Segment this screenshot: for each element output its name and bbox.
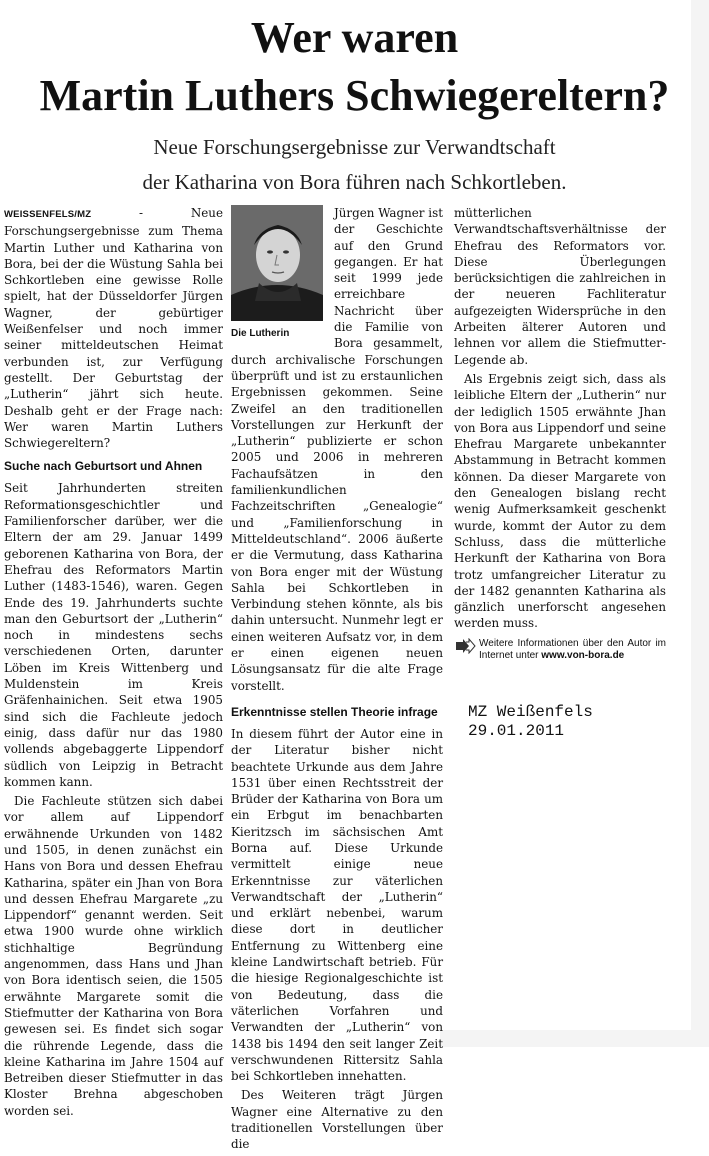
body-paragraph: Des Weiteren trägt Jürgen Wagner eine Alternative zu den traditionellen Vorstellungen über die [231, 1088, 443, 1152]
info-text: Weitere Informationen über den Autor im Internet unter [479, 637, 666, 662]
body-paragraph: Die Fachleute stützen sich dabei vor allem auf Lippendorf erwähnende Urkunden von 1482 und 1505, in denen zunächst ein Hans von Bora und dessen Ehefrau Katharina, später ein Jhan von Bora und dessen Ehefrau Margarete „zu Lippendorf“ genannt werden. Seit etwa 1900 wurde ohne wirklich stichhaltige Begründung angenommen, dass Hans und Jhan von Bora identisch seien, die 1505 erwähnte Margarete somit die Stiefmutter der Katharina von Bora gewesen sei. Es findet sich sogar die rührende Legende, dass die kleine Katharina im Jahre 1504 auf Betreiben dieser Stiefmutter in das Kloster Brehna abgeschoben worden sei. [4, 794, 223, 1118]
portrait-illustration [231, 205, 323, 321]
scan-bottom-shade [440, 1030, 709, 1047]
photo-caption: Die Lutherin [231, 328, 290, 339]
photo-figure [231, 205, 326, 342]
article-column-2 [231, 205, 443, 1156]
body-paragraph: Als Ergebnis zeigt sich, dass als leibliche Eltern der „Lutherin“ nur der lediglich 1505 erwähnte Jhan von Bora aus Lippendorf und seine Ehefrau Margarete unbekannter Abstammung in Betracht kommen können. Da dieser Margarete von den Genealogen bislang recht wenig Aufmerksamkeit geschenkt wurde, kommt der Autor zu dem Schluss, dass die mütterliche Herkunft der Katharina von Bora trotz umfangreicher Literatur zu der 1482 genannten Katharina als gänzlich unerforscht angesehen werden muss. [454, 371, 666, 631]
author-website-link[interactable]: www.von-bora.de [541, 650, 625, 662]
subheadline-line-1: Neue Forschungsergebnisse zur Verwandtschaft [153, 135, 556, 159]
section-heading: Suche nach Geburtsort und Ahnen [4, 459, 203, 474]
article-column-1 [4, 205, 223, 1122]
dateline: WEISSENFELS/MZ [4, 209, 92, 220]
headline-line-2: Martin Luthers Schwiegereltern? [39, 71, 670, 120]
headline-line-1: Wer waren [250, 13, 459, 62]
source-name: MZ Weißenfels [468, 703, 593, 721]
source-stamp [468, 703, 593, 741]
portrait-photo [231, 205, 323, 321]
body-paragraph: Jürgen Wagner ist der Geschichte auf den Grund gegangen. Er hat seit 1999 jede erreichbare Nachricht über die Familie von Bora gesammelt, durch archivalische Forschungen überprüft und ist zu erstaunlichen Ergebnissen gekommen. Seine Zweifel an den traditionellen Vorstellungen zur Herkunft der „Lutherin“ publizierte er schon 2005 und 2006 in mehreren Fachaufsätzen in den familienkundlichen Fachzeitschriften „Genealogie“ und „Familienforschung in Mitteldeutschland“. 2006 äußerte er die Vermutung, dass Katharina von Bora enger mit der Wüstung Sahla bei Schkortleben in Verbindung stehen könnte, als bis dahin untersucht. Nunmehr legt er einen weiteren Aufsatz vor, in dem er einen eigenen neuen Lösungsansatz für die alte Frage vorstellt. [231, 206, 443, 693]
info-text-block [479, 638, 666, 663]
body-paragraph: Seit Jahrhunderten streiten Reformationsgeschichtler und Familienforscher darüber, wer die Eltern der am 29. Januar 1499 geborenen Katharina von Bora, der Ehefrau des Reformators Martin Luther (1483-1546), waren. Gegen Ende des 19. Jahrhunderts suchte man den Geburtsort der „Lutherin“ noch in mindestens sechs verschiedenen Orten, darunter Löben im Kreis Wittenberg und Muldenstein im Kreis Gräfenhainichen. Seit etwa 1905 sind sich die Fachleute jedoch einig, dass dafür nur das 1980 vollends abgebaggerte Lippendorf südlich von Leipzig in Betracht kommen kann. [4, 481, 223, 789]
photo-block [231, 205, 443, 697]
arrow-pointer-icon [454, 638, 476, 654]
intro-paragraph [4, 205, 223, 451]
author-info-note [454, 638, 666, 663]
article-column-3 [454, 205, 666, 663]
body-paragraph: mütterlichen Verwandtschaftsverhältnisse der Ehefrau des Reformators vor. Diese Überlegungen berücksichtigen die zahlreichen in der neueren Fachliteratur aufgezeigten Widersprüche in den Arbeiten älterer Autoren und lehnen vor allem die Stiefmutter-Legende ab. [454, 206, 666, 367]
section-heading: Erkenntnisse stellen Theorie infrage [231, 704, 438, 719]
source-date: 29.01.2011 [468, 722, 565, 740]
subheadline-line-2: der Katharina von Bora führen nach Schkortleben. [142, 170, 567, 194]
intro-text: - Neue Forschungsergebnisse zum Thema Martin Luther und Katharina von Bora, bei der die Wüstung Sahla bei Schkortleben eine gewisse Rolle spielt, hat der Düsseldorfer Jürgen Wagner, der gebürtiger Weißenfelser und noch immer seiner mitteldeutschen Heimat verbunden ist, zur Verfügung gestellt. Der Geburtstag der „Lutherin“ jährt sich heute. Deshalb geht er der Frage nach: Wer waren Martin Luthers Schwiegereltern? [4, 206, 223, 451]
body-paragraph: In diesem führt der Autor eine in der Literatur bisher nicht beachtete Urkunde aus dem Jahre 1531 über einen Rechtsstreit der Brüder der Katharina von Bora um ein Erbgut im benachbarten Kieritzsch im sächsischen Amt Borna auf. Diese Urkunde vermittelt einige neue Erkenntnisse zur väterlichen Verwandtschaft der „Lutherin“ und erklärt nebenbei, warum diese dort in deutlicher Entfernung zu Wittenberg eine kleine Landwirtschaft betrieb. Für die hiesige Regionalgeschichte ist von Bedeutung, dass die väterlichen Vorfahren und Verwandten der „Lutherin“ von 1438 bis 1494 den seit langer Zeit verschwundenen Rittersitz Sahla bei Schkortleben innehatten. [231, 726, 443, 1084]
